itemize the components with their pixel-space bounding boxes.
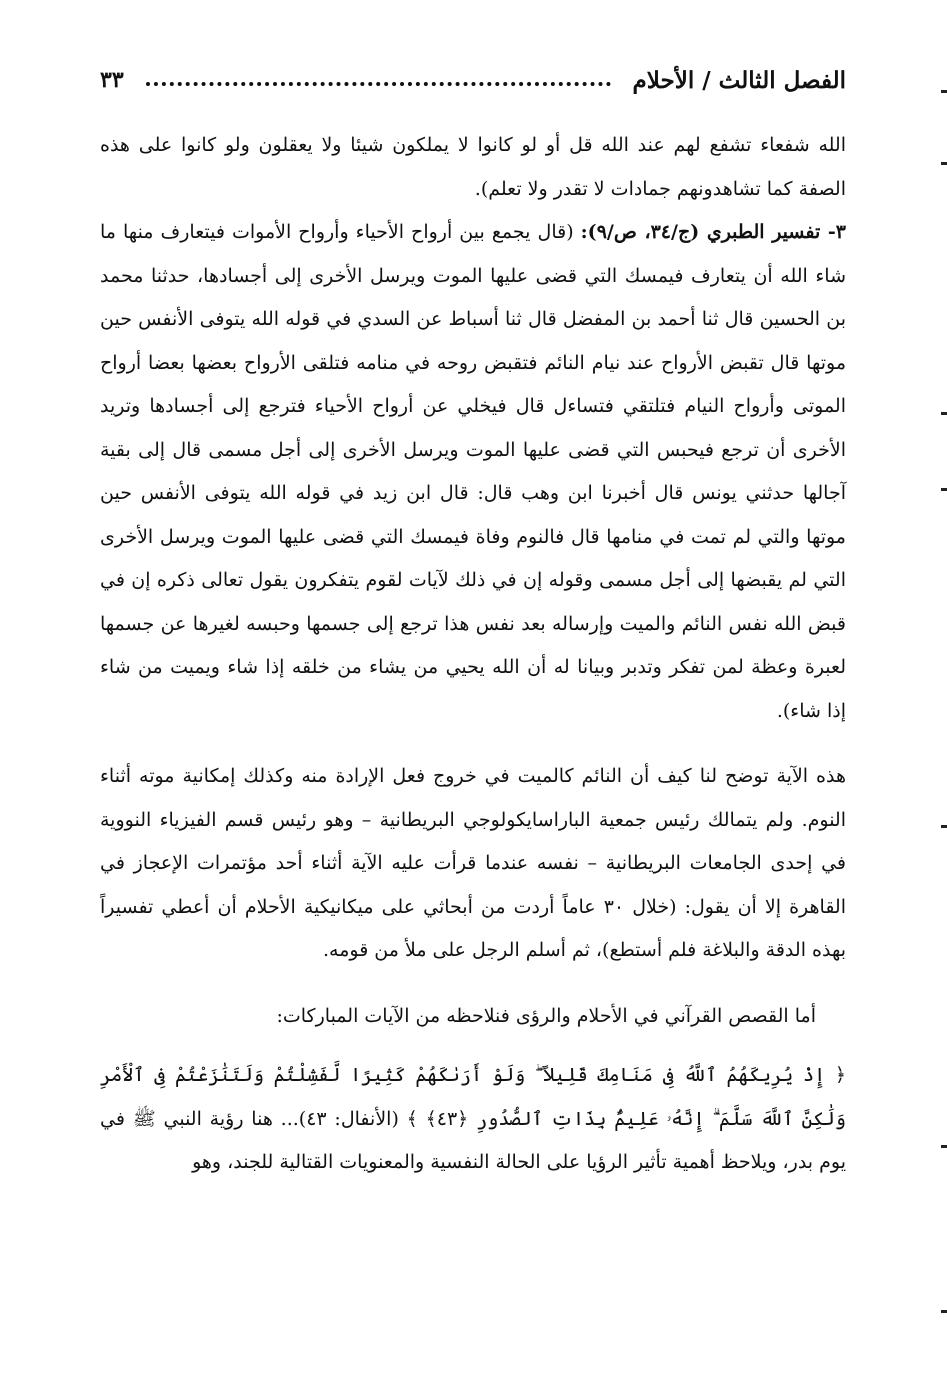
- paragraph-tabari: [100, 211, 846, 733]
- paragraph-verse: [100, 1054, 846, 1185]
- margin-mark: [941, 162, 947, 165]
- tabari-body: (قال يجمع بين أرواح الأحياء وأرواح الأموات فيتعارف منها ما شاء الله أن يتعارف فيمسك التي قضى عليها الموت ويرسل الأخرى إلى أجسادها، حدثنا محمد بن الحسين قال ثنا أحمد بن المفضل قال ثنا أسباط عن السدي في قوله الله يتوفى الأنفس حين موتها قال تقبض الأرواح عند نيام النائم فتقبض روحه في منامه فتلقى الأرواح بعضها بعضا أرواح الموتى وأرواح النيام فتلتقي فتساءل قال فيخلي عن أرواح الأحياء فترجع إلى أجسادها وتريد الأخرى أن ترجع فيحبس التي قضى عليها الموت ويرسل الأخرى إلى أجل مسمى قال إلى بقية آجالها حدثني يونس قال أخبرنا ابن وهب قال: قال ابن زيد في قوله الله يتوفى الأنفس حين موتها والتي لم تمت في منامها قال فالنوم وفاة فيمسك التي قضى عليها الموت ويرسل الأخرى التي لم يقبضها إلى أجل مسمى وقوله إن في ذلك لآيات لقوم يتفكرون يقول تعالى ذكره إن في قبض الله نفس النائم والميت وإرساله بعد نفس هذا ترجع إلى جسمها وحبسه لغيرها عن جسمها لعبرة وعظة لمن تفكر وتدبر وبيانا له أن الله يحيي من يشاء من خلقه إذا شاء ويميت من شاء إذا شاء).: [100, 221, 846, 722]
- margin-mark: [941, 1310, 947, 1313]
- page-header: [100, 60, 846, 100]
- margin-mark: [941, 90, 947, 93]
- paragraph-quranic-stories: أما القصص القرآني في الأحلام والرؤى فنلاحظه من الآيات المباركات:: [276, 1004, 816, 1027]
- paragraph-commentary: هذه الآية توضح لنا كيف أن النائم كالميت في خروج فعل الإرادة منه وكذلك إمكانية موته أثناء النوم. ولم يتمالك رئيس جمعية الباراسايكولوجي البريطانية – وهو رئيس قسم الفيزياء النووية في إحدى الجامعات البريطانية – نفسه عندما قرأت عليه الآية أثناء أحد مؤتمرات الإعجاز في القاهرة إلا أن يقول: (خلال ٣٠ عاماً أردت من أبحاثي على ميكانيكية الأحلام أن أعطي تفسيراً بهذه الدقة والبلاغة فلم أستطع)، ثم أسلم الرجل على ملأ من قومه.: [100, 765, 846, 961]
- verse-reference: (الأنفال: ٤٣)... هنا رؤية النبي ﷺ في يوم بدر، ويلاحظ أهمية تأثير الرؤيا على الحالة النفسية والمعنويات القتالية للجند، وهو: [100, 1107, 846, 1173]
- margin-mark: [941, 412, 947, 415]
- chapter-title: الفصل الثالث / الأحلام: [632, 66, 846, 94]
- page-number: ٣٣: [100, 67, 124, 93]
- book-page: [100, 60, 846, 1185]
- margin-mark: [941, 825, 947, 828]
- quran-verse: ﴿ إِذْ يُرِيكَهُمُ ٱللَّهُ فِى مَنَامِكَ قَلِيلاً ۖ وَلَوْ أَرَىٰكَهُمْ كَثِيرًا لَّفَشِلْتُمْ وَلَتَنَٰزَعْتُمْ فِى ٱلْأَمْرِ وَلَٰكِنَّ ٱللَّهَ سَلَّمَ ۗ إِنَّهُۥ عَلِيمٌۢ بِذَاتِ ٱلصُّدُورِ ﴿٤٣﴾ ﴾: [100, 1064, 846, 1130]
- paragraph-quote-end: الله شفعاء تشفع لهم عند الله قل أو لو كانوا لا يملكون شيئا ولا يعقلون ولو كانوا على هذه الصفة كما تشاهدونهم جمادات لا تقدر ولا تعلم).: [100, 134, 846, 200]
- margin-mark: [941, 488, 947, 491]
- header-dotted-leader: [146, 82, 611, 86]
- margin-mark: [941, 1145, 947, 1148]
- tabari-heading: ٣- تفسير الطبري (ج/٣٤، ص/٩):: [580, 221, 846, 243]
